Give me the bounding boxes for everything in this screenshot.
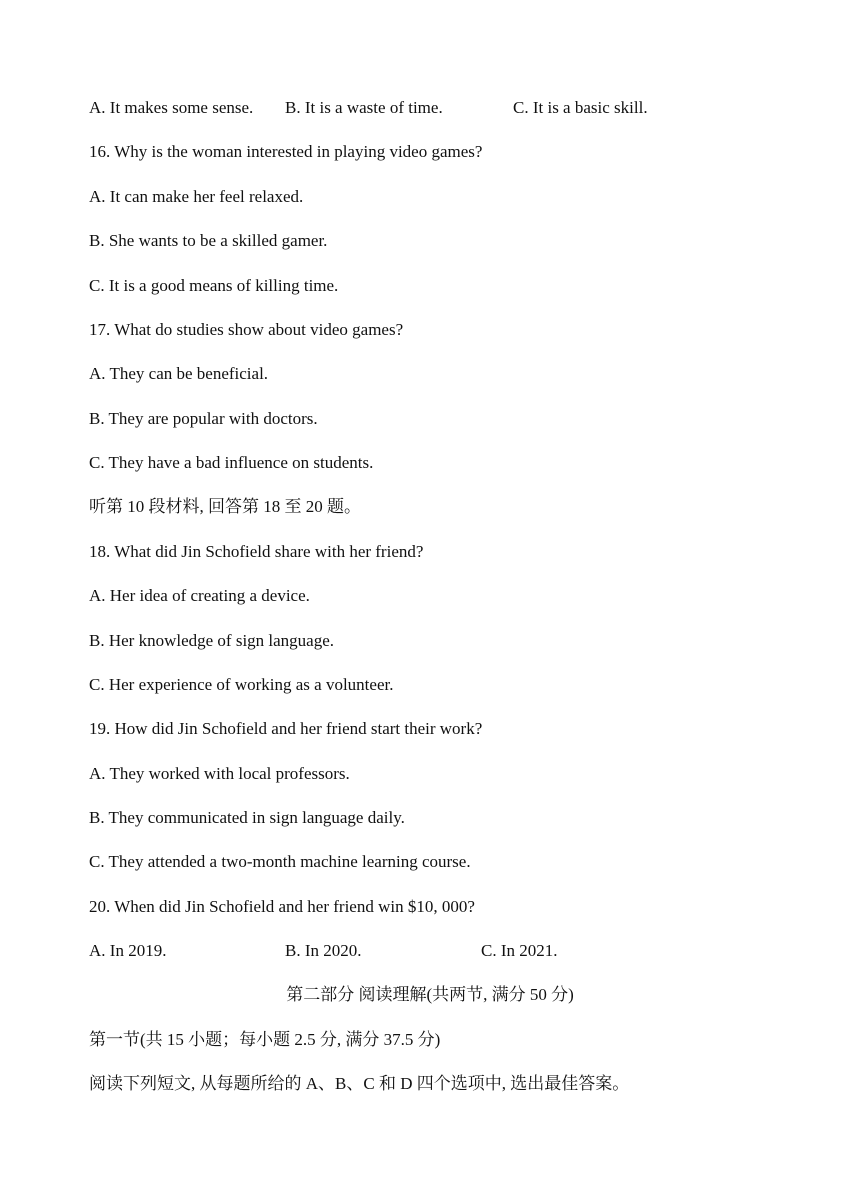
q18-option-a: A. Her idea of creating a device. [89, 586, 310, 605]
reading-instruction: 阅读下列短文, 从每题所给的 A、B、C 和 D 四个选项中, 选出最佳答案。 [89, 1074, 630, 1093]
q19-option-b: B. They communicated in sign language daily. [89, 808, 405, 827]
q17-option-c: C. They have a bad influence on students. [89, 453, 374, 472]
q20-option-b: B. In 2020. [285, 941, 362, 960]
q17-option-a: A. They can be beneficial. [89, 364, 269, 383]
q16-option-a: A. It can make her feel relaxed. [89, 187, 304, 206]
section10-instruction: 听第 10 段材料, 回答第 18 至 20 题。 [89, 497, 361, 516]
q16-option-c: C. It is a good means of killing time. [89, 276, 339, 295]
q19-stem: 19. How did Jin Schofield and her friend start their work? [89, 719, 483, 738]
q18-option-b: B. Her knowledge of sign language. [89, 631, 335, 650]
q17-option-b: B. They are popular with doctors. [89, 409, 318, 428]
q15-option-b: B. It is a waste of time. [285, 98, 443, 117]
q20-option-c: C. In 2021. [481, 941, 558, 960]
part2-title: 第二部分 阅读理解(共两节, 满分 50 分) [286, 985, 574, 1004]
q18-stem: 18. What did Jin Schofield share with her friend? [89, 542, 424, 561]
q20-option-a: A. In 2019. [89, 941, 167, 960]
q19-option-c: C. They attended a two-month machine learning course. [89, 852, 471, 871]
q16-option-b: B. She wants to be a skilled gamer. [89, 231, 328, 250]
q19-option-a: A. They worked with local professors. [89, 764, 350, 783]
q15-option-a: A. It makes some sense. [89, 98, 254, 117]
q17-stem: 17. What do studies show about video games? [89, 320, 404, 339]
q16-stem: 16. Why is the woman interested in playing video games? [89, 142, 483, 161]
q15-option-c: C. It is a basic skill. [513, 98, 648, 117]
section1-title: 第一节(共 15 小题；每小题 2.5 分, 满分 37.5 分) [89, 1030, 441, 1049]
q20-stem: 20. When did Jin Schofield and her friend win $10, 000? [89, 897, 475, 916]
q18-option-c: C. Her experience of working as a volunteer. [89, 675, 394, 694]
